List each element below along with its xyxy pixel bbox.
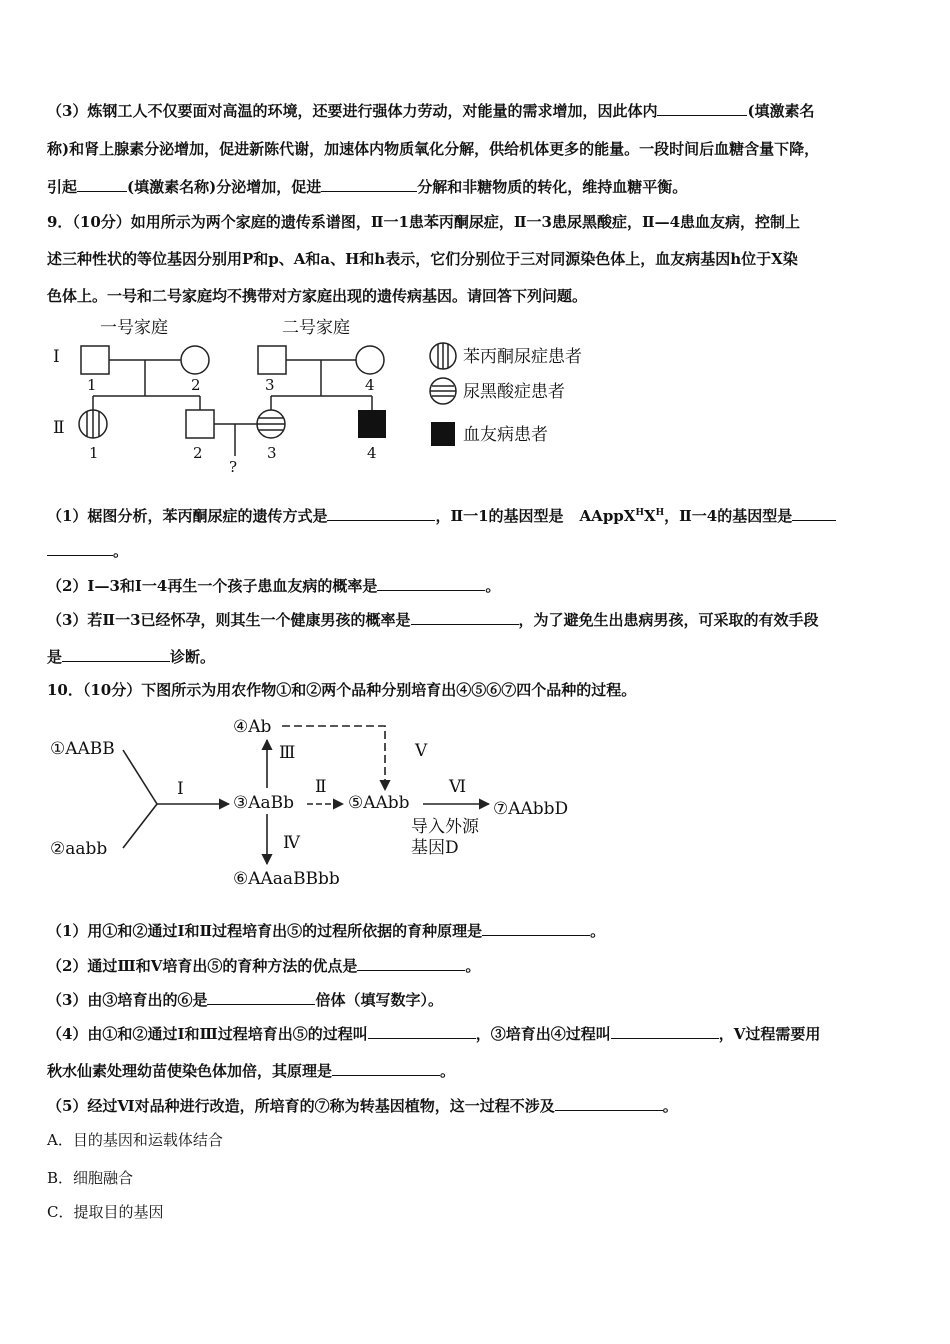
import-gene-label-2: 基因D (411, 838, 459, 858)
variety-6-label: ⑥AAaaBBbb (233, 869, 340, 889)
process-5-label: Ⅴ (415, 741, 428, 761)
family2-I3-male (258, 346, 286, 374)
option-a[interactable]: A．目的基因和运载体结合 (47, 1131, 223, 1149)
q9-intro-line3: 色体上。一号和二号家庭均不携带对方家庭出现的遗传病基因。请回答下列问题。 (47, 287, 588, 305)
svg-text:4: 4 (367, 444, 377, 462)
q10-sub2: （2）通过Ⅲ和Ⅴ培育出⑤的育种方法的优点是 。 (47, 957, 481, 975)
variety-3-label: ③AaBb (233, 793, 295, 813)
answer-blank[interactable] (321, 177, 417, 192)
answer-blank[interactable] (327, 506, 435, 521)
q9-sub3-line1: （3）若Ⅱ一3已经怀孕，则其生一个健康男孩的概率是 ，为了避免生出患病男孩，可采取的有效手段 (47, 611, 819, 629)
variety-7-label: ⑦AAbbD (493, 799, 569, 819)
q8-part3-line1: （3）炼钢工人不仅要面对高温的环境，还要进行强体力劳动，对能量的需求增加，因此体内 (填激素名 (47, 102, 815, 120)
family2-I4-female (356, 346, 384, 374)
answer-blank[interactable] (377, 576, 485, 591)
process-4-label: Ⅳ (283, 833, 300, 853)
q8-part3-line2: 称)和肾上腺素分泌增加，促进新陈代谢，加速体内物质氧化分解，供给机体更多的能量。一段时间后血糖含量下降， (47, 140, 820, 158)
q10-sub3: （3）由③培育出的⑥是 倍体（填写数字）。 (47, 991, 443, 1009)
variety-1-label: ①AABB (50, 739, 115, 759)
q9-intro-line2: 述三种性状的等位基因分别用P和p、A和a、H和h表示，它们分别位于三对同源染色体上，血友病基因h位于X染 (47, 250, 798, 268)
svg-text:2: 2 (191, 376, 201, 394)
answer-blank[interactable] (657, 101, 747, 116)
svg-text:1: 1 (89, 444, 99, 462)
pedigree-chart (45, 310, 605, 480)
variety-5-label: ⑤AAbb (348, 793, 410, 813)
option-b[interactable]: B．细胞融合 (47, 1169, 134, 1187)
q8-part3-line3: 引起 (填激素名称)分泌增加，促进 分解和非糖物质的转化，维持血糖平衡。 (47, 178, 688, 196)
generation-1-label: Ⅰ (53, 347, 60, 367)
svg-text:3: 3 (267, 444, 277, 462)
process-1-label: Ⅰ (177, 779, 184, 799)
legend-alkaptonuria-label: 尿黑酸症患者 (463, 382, 565, 402)
option-c[interactable]: C．提取目的基因 (47, 1203, 164, 1221)
cross-line-bottom (123, 804, 157, 848)
q10-intro: 10．（10分）下图所示为用农作物①和②两个品种分别培育出④⑤⑥⑦四个品种的过程。 (47, 681, 637, 699)
breeding-diagram (45, 708, 605, 893)
svg-text:4: 4 (365, 376, 375, 394)
answer-blank[interactable] (332, 1061, 440, 1076)
family2-label: 二号家庭 (282, 318, 350, 338)
q10-sub4-line2: 秋水仙素处理幼苗使染色体加倍，其原理是 。 (47, 1062, 456, 1080)
q9-sub3-line2: 是 诊断。 (47, 648, 216, 666)
arrow-process-5 (282, 726, 385, 790)
unknown-child-mark: ? (229, 458, 238, 476)
answer-blank[interactable] (62, 647, 170, 662)
q9-sub1-line2: 。 (47, 541, 128, 561)
generation-2-label: Ⅱ (53, 418, 65, 438)
q10-sub5: （5）经过Ⅵ对品种进行改造，所培育的⑦称为转基因植物，这一过程不涉及 。 (47, 1097, 678, 1115)
family1-label: 一号家庭 (100, 318, 168, 338)
legend-pku-label: 苯丙酮尿症患者 (463, 347, 582, 367)
answer-blank[interactable] (207, 990, 315, 1005)
answer-blank[interactable] (792, 506, 836, 521)
legend-hemophilia-label: 血友病患者 (463, 425, 548, 445)
legend-hemophilia-icon (431, 422, 455, 446)
answer-blank[interactable] (357, 956, 465, 971)
svg-text:3: 3 (265, 376, 275, 394)
family1-II2-male (186, 410, 214, 438)
q10-sub4-line1: （4）由①和②通过Ⅰ和Ⅲ过程培育出⑤的过程叫 ，③培育出④过程叫 ，Ⅴ过程需要用 (47, 1025, 821, 1043)
q9-intro-line1: 9．（10分）如用所示为两个家庭的遗传系谱图，Ⅱ一1患苯丙酮尿症，Ⅱ一3患尿黑酸症，Ⅱ—4患血友病，控制上 (47, 213, 801, 231)
cross-line-top (123, 750, 157, 804)
process-3-label: Ⅲ (279, 743, 296, 763)
family2-II4-hemophilia-male (358, 410, 386, 438)
process-6-label: Ⅵ (449, 777, 467, 797)
answer-blank[interactable] (555, 1096, 663, 1111)
svg-text:2: 2 (193, 444, 203, 462)
answer-blank[interactable] (368, 1024, 476, 1039)
answer-blank[interactable] (482, 921, 590, 936)
variety-2-label: ②aabb (50, 839, 108, 859)
process-2-label: Ⅱ (315, 777, 327, 797)
q9-sub1-line1: （1）椐图分析，苯丙酮尿症的遗传方式是 ，Ⅱ一1的基因型是 $AAppX^HX^H$，Ⅱ一4的基因型是 (47, 503, 836, 526)
svg-text:1: 1 (87, 376, 97, 394)
import-gene-label-1: 导入外源 (411, 817, 479, 837)
family1-I1-male (81, 346, 109, 374)
answer-blank[interactable] (411, 610, 519, 625)
answer-blank[interactable] (611, 1024, 719, 1039)
q10-sub1: （1）用①和②通过Ⅰ和Ⅱ过程培育出⑤的过程所依据的育种原理是 。 (47, 922, 606, 940)
variety-4-label: ④Ab (233, 717, 272, 737)
q9-sub2: （2）Ⅰ—3和Ⅰ一4再生一个孩子患血友病的概率是 。 (47, 577, 501, 595)
answer-blank[interactable] (47, 541, 113, 556)
family1-I2-female (181, 346, 209, 374)
answer-blank[interactable] (77, 177, 127, 192)
